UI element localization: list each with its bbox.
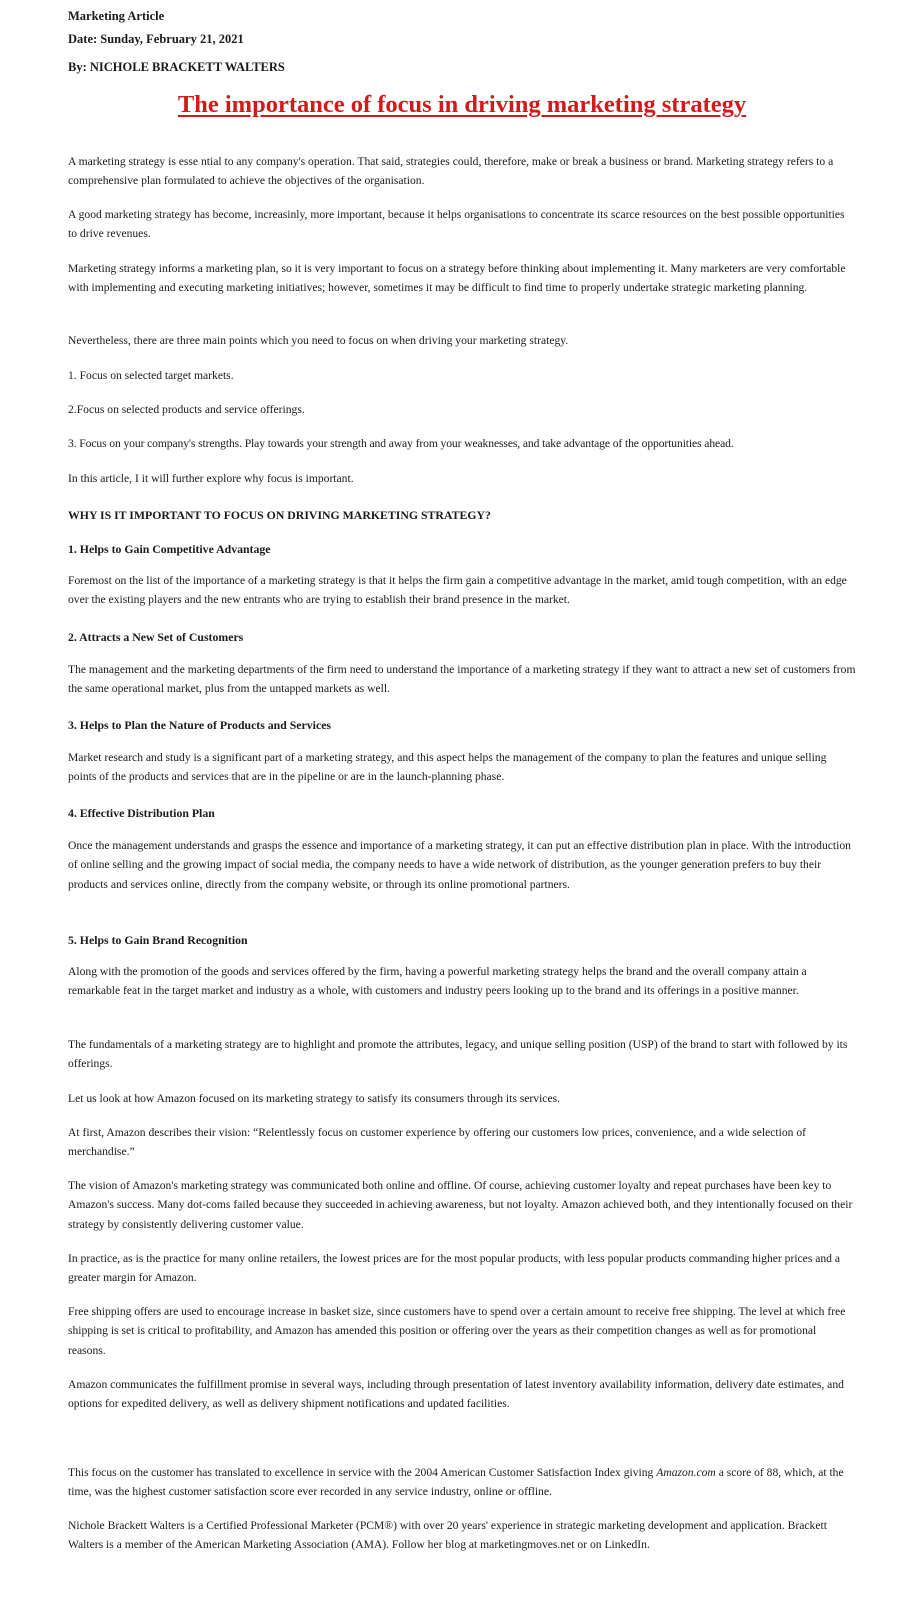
paragraph-intro: A marketing strategy is esse ntial to any company's operation. That said, strategies could, therefore, make or break a business or brand. Marketing strategy refers to a comprehensive plan formulated to achieve the objectives of the organisation.	[68, 155, 834, 188]
paragraph-amazon-intro: Let us look at how Amazon focused on its marketing strategy to satisfy its consumers through its services.	[68, 1092, 561, 1105]
article-title: The importance of focus in driving marketing strategy	[177, 91, 747, 118]
paragraph-amazon-vision: At first, Amazon describes their vision: “Relentlessly focus on customer experience by offering our customers low prices, convenience, and a wide selection of merchandise.”	[68, 1126, 807, 1159]
list-item-focus-products: 2.Focus on selected products and service offerings.	[68, 403, 305, 416]
paragraph-fulfillment-promise: Amazon communicates the fulfillment promise in several ways, including through presentation of latest inventory availability information, delivery date estimates, and options for expedited delivery, as well as delivery shipment notifications and updated facilities.	[68, 1378, 844, 1411]
list-item-focus-markets: 1. Focus on selected target markets.	[68, 369, 234, 382]
list-item-focus-strengths: 3. Focus on your company's strengths. Play towards your strength and away from your weaknesses, and take advantage of the opportunities ahead.	[68, 437, 734, 450]
paragraph-brand-recognition: Along with the promotion of the goods and services offered by the firm, having a powerful marketing strategy helps the brand and the overall company attain a remarkable feat in the target market and industry as a whole, with customers and industry peers looking up to the brand and its offerings in a positive manner.	[68, 965, 807, 998]
paragraph-distribution-plan: Once the management understands and grasps the essence and importance of a marketing strategy, it can put an effective distribution plan in place. With the introduction of online selling and the growing impact of social media, the company needs to have a wide network of distribution, as the younger generation prefers to buy their products and services online, directly from the company website, or through its online promotional partners.	[68, 839, 851, 891]
paragraph-free-shipping: Free shipping offers are used to encourage increase in basket size, since customers have to spend over a certain amount to receive free shipping. The level at which free shipping is set is critical to profitability, and Amazon has amended this position or offering over the years as their competition changes as well as for promotional reasons.	[68, 1305, 846, 1357]
paragraph-customer-satisfaction	[68, 1463, 856, 1502]
amazon-brand-name: Amazon.com	[656, 1466, 716, 1479]
paragraph-amazon-pricing: In practice, as is the practice for many online retailers, the lowest prices are for the most popular products, with less popular products commanding higher prices and a greater margin for Amazon.	[68, 1252, 841, 1285]
paragraph-article-purpose: In this article, I it will further explore why focus is important.	[68, 472, 354, 485]
heading-brand-recognition: 5. Helps to Gain Brand Recognition	[68, 933, 248, 947]
heading-new-customers: 2. Attracts a New Set of Customers	[68, 630, 244, 644]
paragraph-strategy-informs-plan: Marketing strategy informs a marketing plan, so it is very important to focus on a strategy before thinking about implementing it. Many marketers are very comfortable with implementing and executing marketing initiatives; however, sometimes it may be difficult to find time to properly undertake strategic marketing planning.	[68, 262, 846, 295]
paragraph-new-customers: The management and the marketing departments of the firm need to understand the importance of a marketing strategy if they want to attract a new set of customers from the same operational market, plus from the untapped markets as well.	[68, 663, 856, 696]
satisfaction-text-start: This focus on the customer has translated to excellence in service with the 2004 American Customer Satisfaction Index giving	[68, 1466, 657, 1479]
section-heading-why: WHY IS IT IMPORTANT TO FOCUS ON DRIVING MARKETING STRATEGY?	[68, 508, 491, 522]
article-byline: By: NICHOLE BRACKETT WALTERS	[68, 60, 285, 74]
heading-distribution-plan: 4. Effective Distribution Plan	[68, 806, 215, 820]
satisfaction-text-end: a score of 88, which, at the time, was the highest customer satisfaction score ever recorded in any service industry, online or offline.	[68, 1466, 844, 1499]
heading-plan-products: 3. Helps to Plan the Nature of Products and Services	[68, 718, 332, 732]
article-date: Date: Sunday, February 21, 2021	[68, 32, 244, 46]
paragraph-author-bio: Nichole Brackett Walters is a Certified Professional Marketer (PCM®) with over 20 years' experience in strategic marketing development and application. Brackett Walters is a member of the American Marketing Association (AMA). Follow her blog at marketingmoves.net or on LinkedIn.	[68, 1519, 827, 1552]
paragraph-competitive-advantage: Foremost on the list of the importance of a marketing strategy is that it helps the firm gain a competitive advantage in the market, amid tough competition, with an edge over the existing players and the new entrants who are trying to establish their brand presence in the market.	[68, 574, 847, 607]
article-category: Marketing Article	[68, 9, 165, 23]
paragraph-plan-products: Market research and study is a significant part of a marketing strategy, and this aspect helps the management of the company to plan the features and unique selling points of the products and services that are in the pipeline or are in the launch-planning phase.	[68, 751, 827, 784]
paragraph-good-strategy: A good marketing strategy has become, increasinly, more important, because it helps organisations to concentrate its scarce resources on the best possible opportunities to drive revenues.	[68, 208, 845, 241]
paragraph-three-points: Nevertheless, there are three main points which you need to focus on when driving your marketing strategy.	[68, 334, 569, 347]
paragraph-fundamentals: The fundamentals of a marketing strategy are to highlight and promote the attributes, legacy, and unique selling position (USP) of the brand to start with followed by its offerings.	[68, 1038, 848, 1071]
heading-competitive-advantage: 1. Helps to Gain Competitive Advantage	[68, 542, 271, 556]
paragraph-amazon-loyalty: The vision of Amazon's marketing strategy was communicated both online and offline. Of course, achieving customer loyalty and repeat purchases have been key to Amazon's success. Many dot-coms failed because they succeeded in achieving awareness, but not loyalty. Amazon achieved both, and they intentionally focused on their strategy by consistently delivering customer value.	[68, 1179, 853, 1231]
